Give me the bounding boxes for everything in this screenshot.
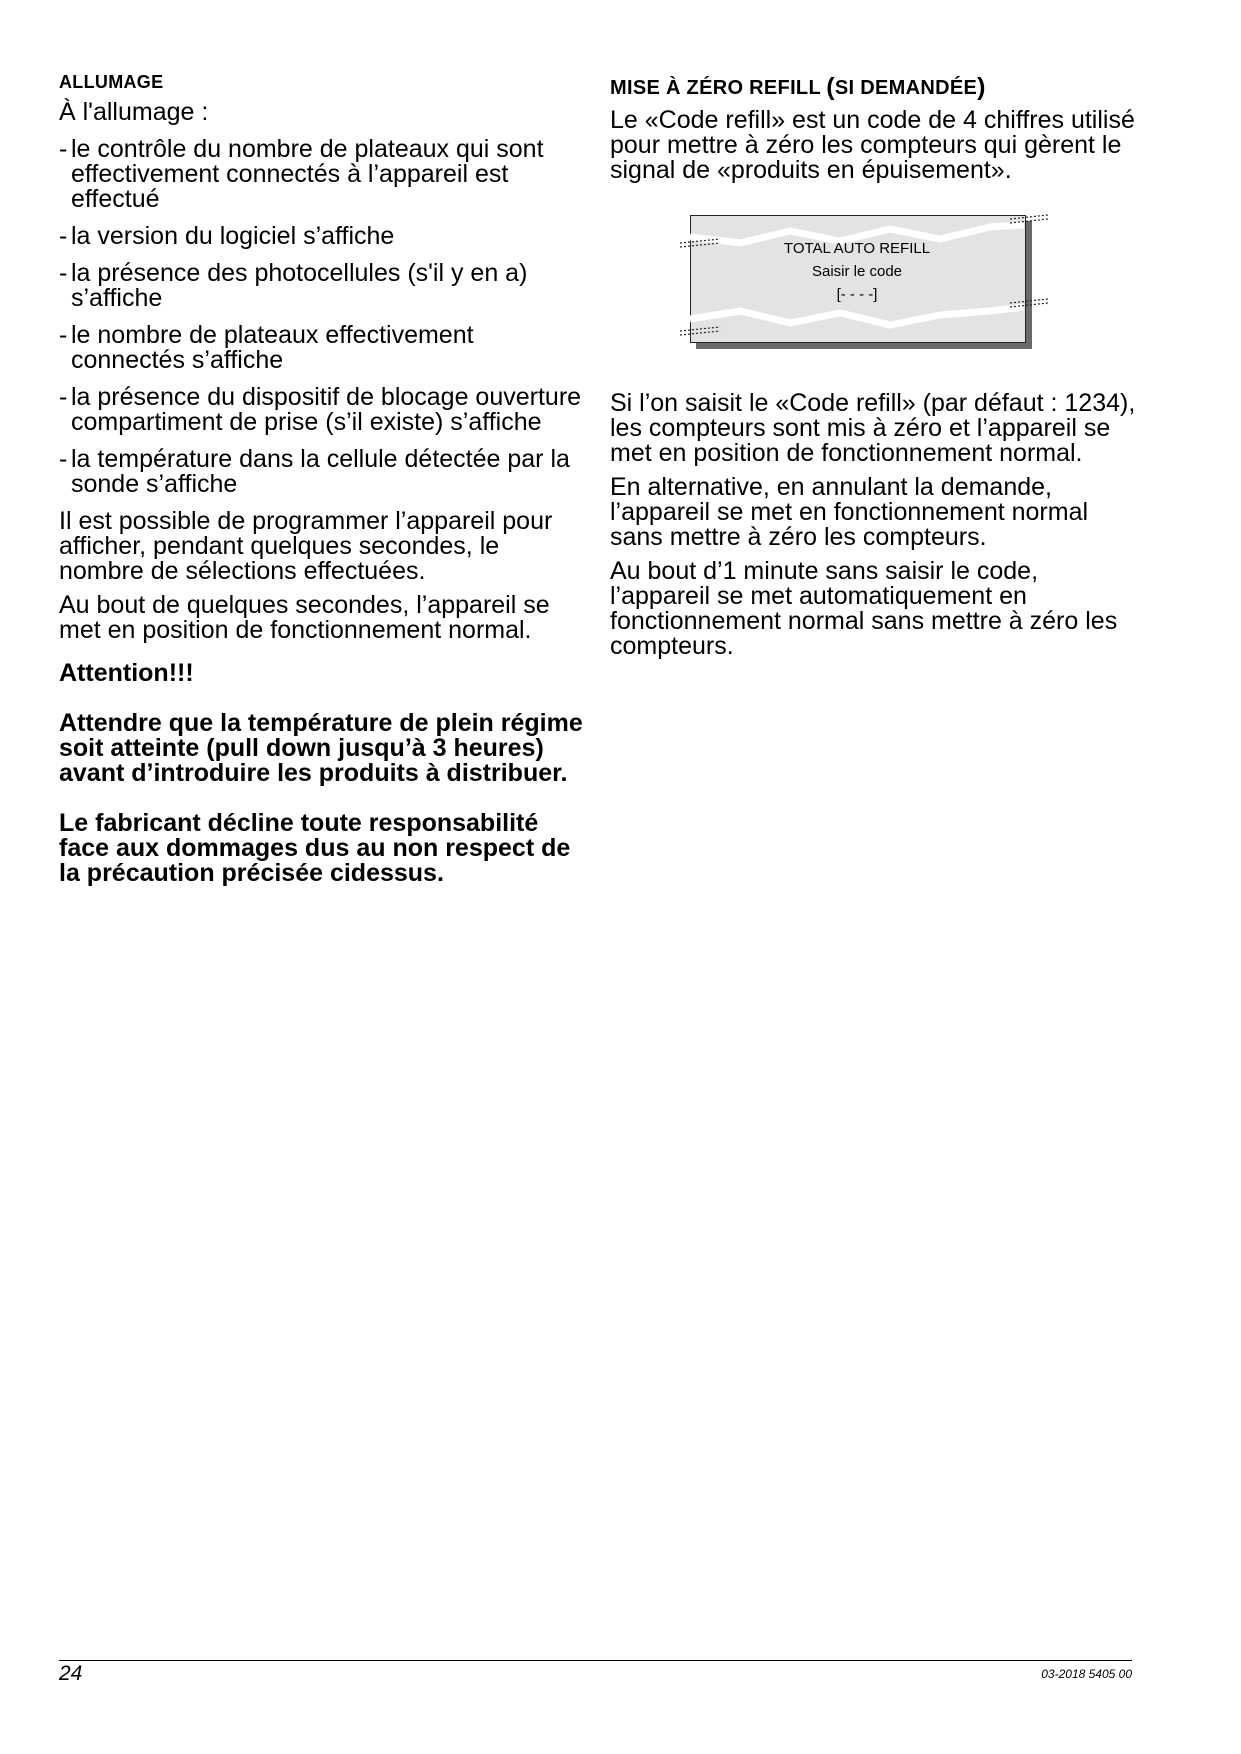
display-illustration (680, 207, 1060, 347)
list-item: - le contrôle du nombre de plateaux qui sont effectivement connectés à l’appareil est effectué (59, 134, 544, 213)
startup-checks-list (59, 134, 589, 498)
display-text (690, 237, 1024, 306)
list-item: - la présence du dispositif de blocage ouverture compartiment de prise (s’il existe) s’affiche (59, 382, 582, 436)
display-line-2: Saisir le code (811, 263, 903, 280)
paragraph-default-code: Si l’on saisit le «Code refill» (par défaut : 1234), les compteurs sont mis à zéro et l’appareil se met en position de fonctionnement normal. (610, 389, 1136, 467)
paragraph-code-refill: Le «Code refill» est un code de 4 chiffres utilisé pour mettre à zéro les compteurs qui gèrent le signal de «produits en épuisement». (610, 106, 1135, 184)
display-line-3: [- - - -] (836, 286, 878, 303)
section-heading-refill: MISE À ZÉRO REFILL (SI DEMANDÉE) (610, 73, 986, 101)
list-item: - la température dans la cellule détectée par la sonde s’affiche (59, 444, 570, 498)
attention-heading: Attention!!! (59, 658, 194, 687)
paragraph-normal-mode: Au bout de quelques secondes, l’appareil se met en position de fonctionnement normal. (59, 590, 550, 644)
warning-liability: Le fabricant décline toute responsabilité face aux dommages dus au non respect de la précaution précisée cidessus. (59, 808, 571, 887)
paragraph-cancel: En alternative, en annulant la demande, l’appareil se met en fonctionnement normal sans mettre à zéro les compteurs. (610, 473, 1089, 551)
paragraph-selections: Il est possible de programmer l’appareil pour afficher, pendant quelques secondes, le nombre de sélections effectuées. (59, 506, 553, 585)
intro-text: À l'allumage : (59, 97, 209, 126)
paragraph-timeout: Au bout d’1 minute sans saisir le code, l’appareil se met automatiquement en fonctionnement normal sans mettre à zéro les compteurs. (610, 557, 1118, 660)
section-heading-allumage: ALLUMAGE (59, 72, 164, 92)
left-column (59, 72, 589, 886)
footer-divider (59, 1660, 1132, 1661)
display-line-1: TOTAL AUTO REFILL (783, 240, 931, 257)
page-number: 24 (59, 1662, 83, 1685)
list-item: - la présence des photocellules (s'il y en a) s’affiche (59, 258, 528, 312)
document-code: 03-2018 5405 00 (1041, 1667, 1132, 1681)
right-column (610, 72, 1140, 668)
list-item: - le nombre de plateaux effectivement connectés s’affiche (59, 320, 474, 374)
list-item: - la version du logiciel s’affiche (59, 221, 395, 250)
warning-temperature: Attendre que la température de plein régime soit atteinte (pull down jusqu’à 3 heures) avant d’introduire les produits à distribuer. (59, 708, 583, 787)
